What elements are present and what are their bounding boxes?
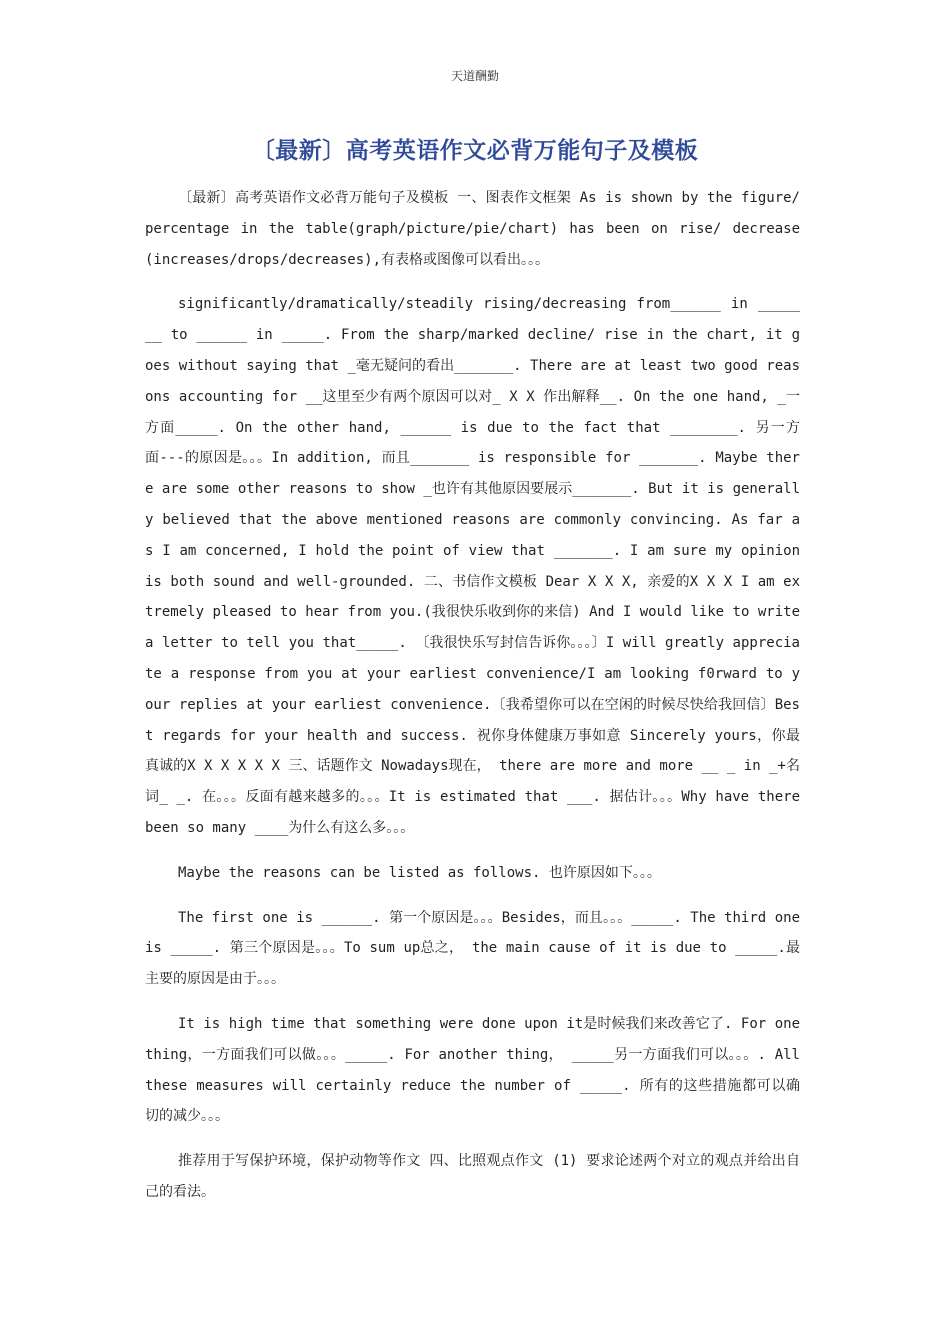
document-title: 〔最新〕高考英语作文必背万能句子及模板 — [251, 138, 699, 164]
document-body — [145, 183, 800, 1222]
paragraph: The first one is ______. 第一个原因是。。。Besides，而且。。。_____. The third one is _____. 第三个原因是。。。To sum up总之， the main cause of it is due to _____.最主要的原因是由于。。。 — [145, 909, 800, 988]
paragraph: It is high time that something were done upon it是时候我们来改善它了. For one thing，一方面我们可以做。。。_____. For another thing， _____另一方面我们可以。。。. All these measures will certainly reduce the number of _____. 所有的这些措施都可以确切的减少。。。 — [145, 1015, 800, 1125]
paragraph: significantly/dramatically/steadily rising/decreasing from______ in _______ to ______ in _____. From the sharp/marked decline/ rise in the chart, it goes without saying that _毫无疑问的看出_______. There are at least two good reasons accounting for __这里至少有两个原因可以对_ X X 作出解释__. On the one hand, _一方面_____. On the other hand, ______ is due to the fact that ________. 另一方面---的原因是。。。In addition, 而且_______ is responsible for _______. Maybe there are some other reasons to show _也许有其他原因要展示_______. But it is generally believed that the above mentioned reasons are commonly convincing. As far as I am concerned, I hold the point of view that _______. I am sure my opinion is both sound and well-grounded. 二、书信作文模板 Dear X X X, 亲爱的X X X I am extremely pleased to hear from you.(我很快乐收到你的来信) And I would like to write a letter to tell you that_____. 〔我很快乐写封信告诉你。。。〕I will greatly appreciate a response from you at your earliest convenience/I am looking f0rward to your replies at your earliest convenience.〔我希望你可以在空闲的时候尽快给我回信〕Best regards for your health and success. 祝你身体健康万事如意 Sincerely yours，你最真诚的X X X X X X 三、话题作文 Nowadays现在， there are more and more __ _ in _+名词_ _. 在。。。反面有越来越多的。。。It is estimated that ___. 据估计。。。Why have there been so many ____为什么有这么多。。。 — [145, 296, 800, 836]
paragraph: Maybe the reasons can be listed as follows. 也许原因如下。。。 — [178, 864, 661, 881]
paragraph: 〔最新〕高考英语作文必背万能句子及模板 一、图表作文框架 As is shown by the figure/percentage in the table(graph/picture/pie/chart) has been on rise/ decrease (increases/drops/decreases),有表格或图像可以看出。。。 — [145, 190, 800, 268]
paragraph: 推荐用于写保护环境，保护动物等作文 四、比照观点作文 (1) 要求论述两个对立的观点并给出自己的看法。 — [145, 1153, 800, 1200]
page-header: 天道酬勤 — [450, 69, 499, 83]
